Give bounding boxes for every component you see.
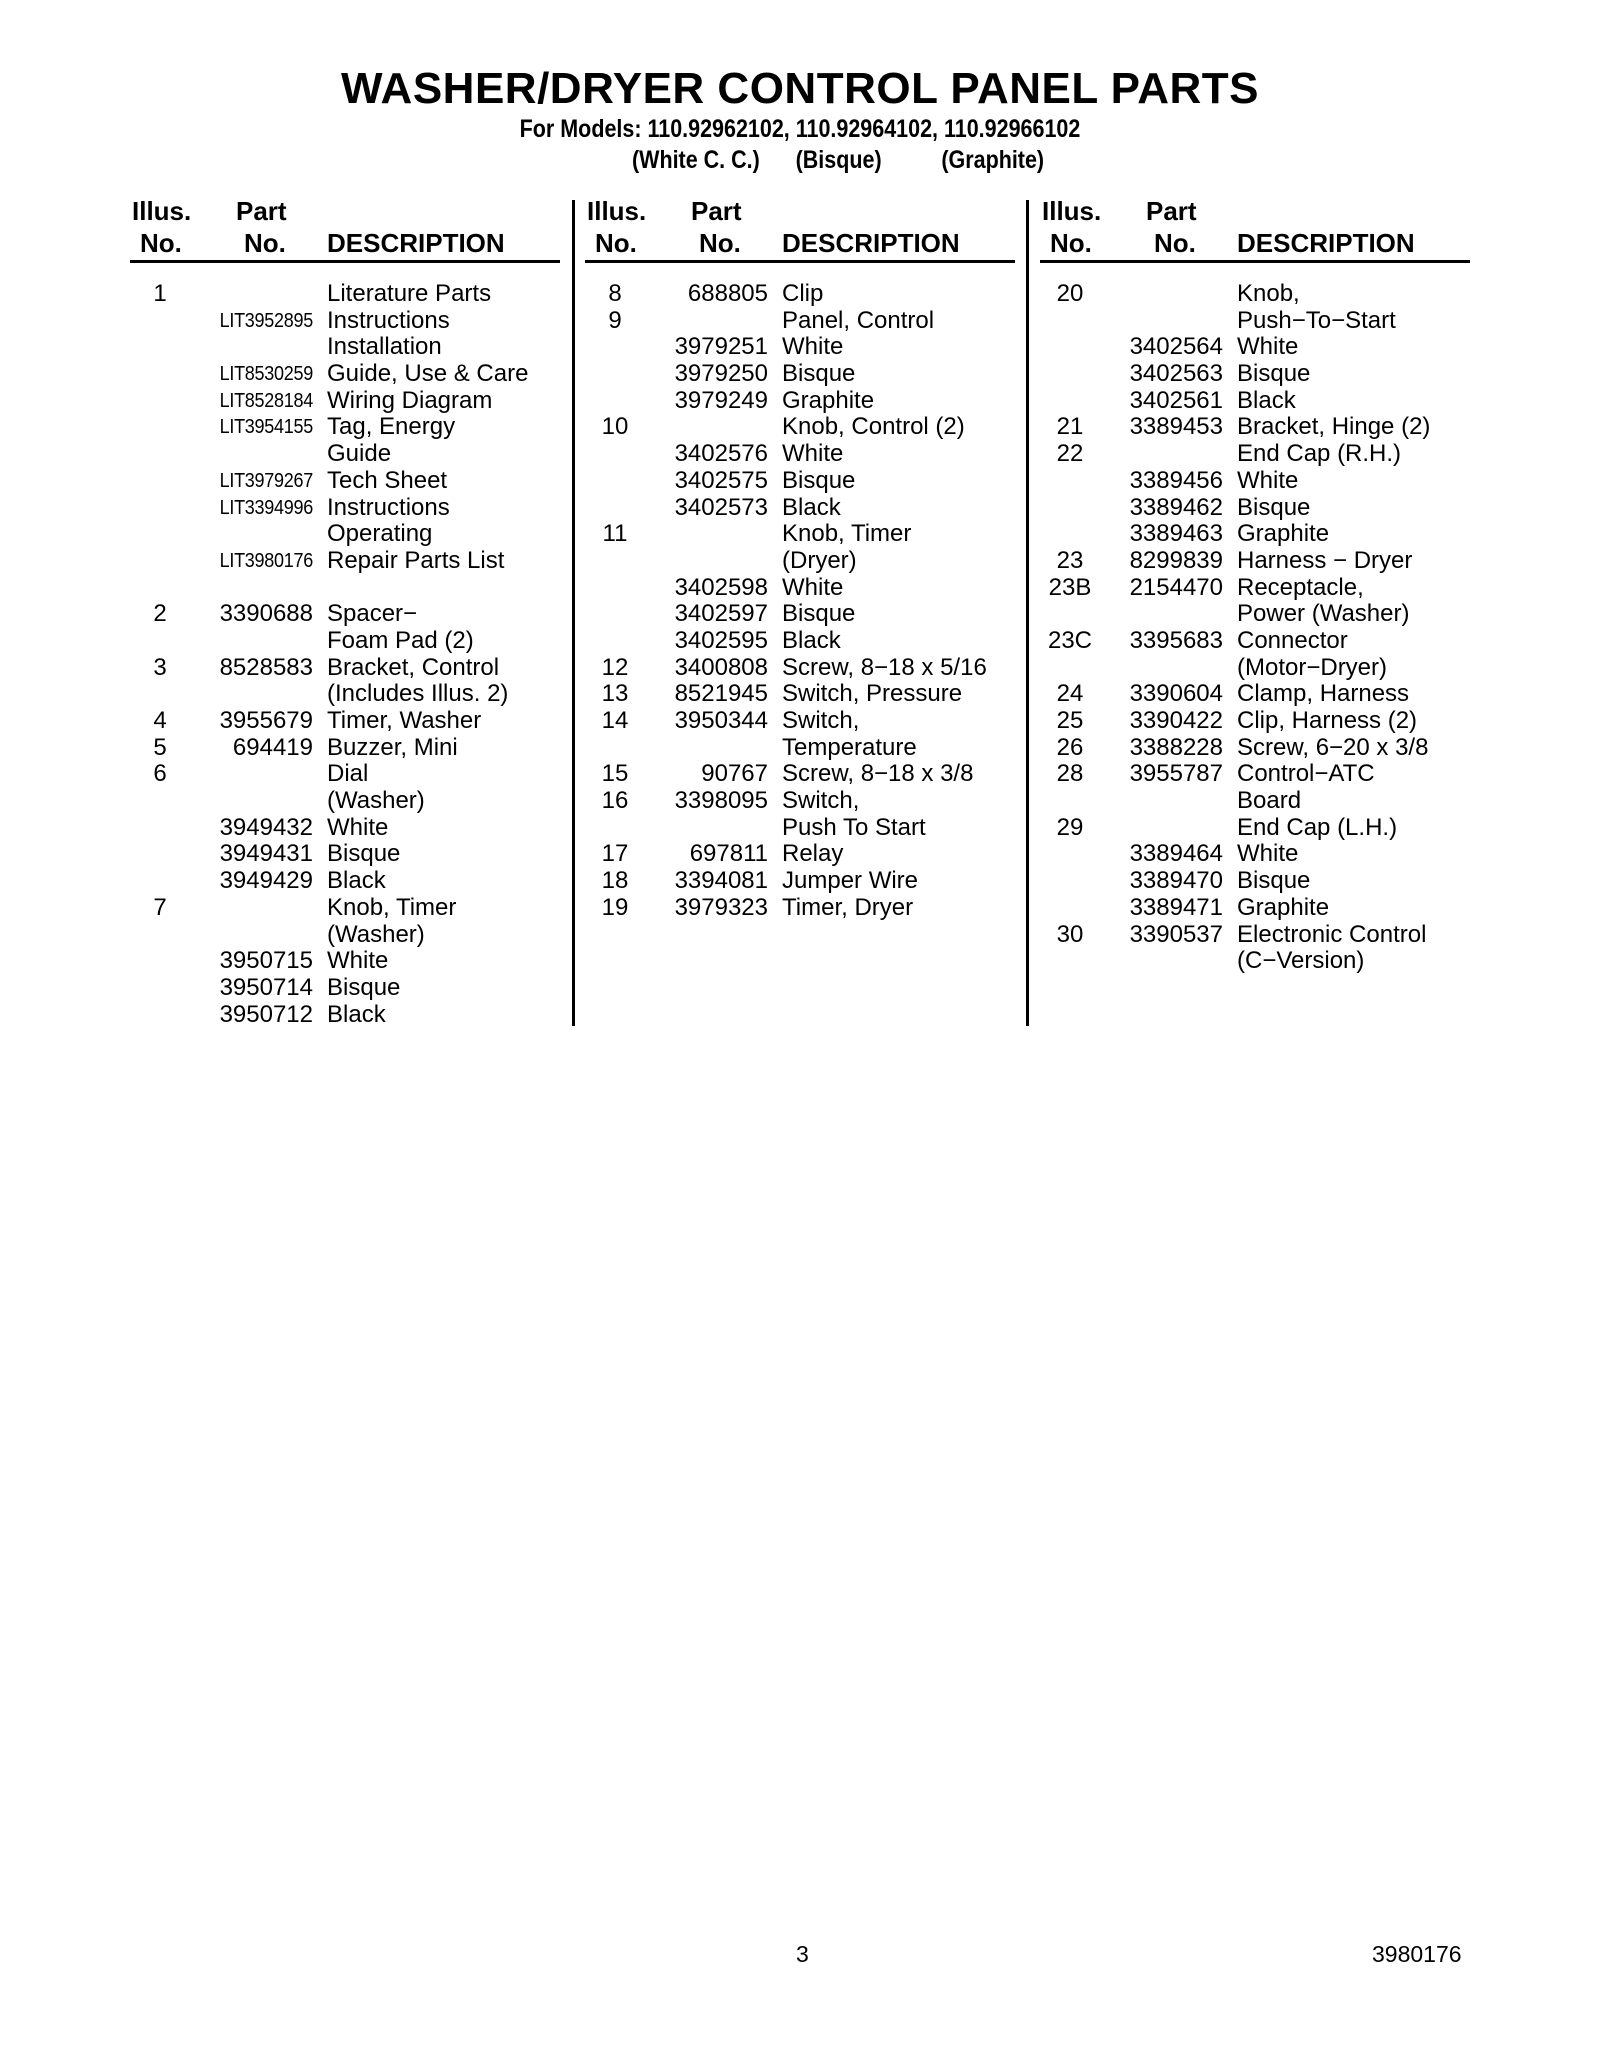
part-number: 3398095 [674,787,768,815]
part-number: 3390422 [1129,707,1223,734]
part-description: Timer, Washer [327,707,482,734]
part-description: Bisque [1237,493,1311,521]
part-number: 3955787 [1129,760,1223,788]
illus-number: 3 [153,653,167,681]
part-description: Tag, Energy [327,413,456,441]
part-description: Temperature [782,733,917,761]
table-row [585,308,1015,335]
part-number: LIT3954155 [219,416,313,439]
part-description: Foam Pad (2) [327,626,474,654]
part-number: 3395683 [1129,626,1223,654]
part-description: (Dryer) [782,546,857,574]
illus-number: 1 [153,280,167,307]
header-part-no: No. [1154,228,1196,258]
part-description: Knob, [1237,280,1300,307]
illus-number: 13 [601,680,629,708]
table-row [130,334,560,361]
part-description: Bisque [327,973,401,1001]
page-number: 3 [796,1941,809,1967]
table-row [585,334,1015,361]
illus-number: 28 [1056,760,1084,788]
table-row [585,388,1015,415]
part-description: White [1237,333,1299,361]
table-row [585,868,1015,895]
header-part: Part [691,196,742,226]
header-description: DESCRIPTION [327,228,505,258]
part-description: Dial [327,760,369,788]
part-number: LIT3980176 [219,549,313,572]
illus-number: 19 [601,893,629,921]
part-description: White [1237,466,1299,494]
part-number: 3949432 [219,813,313,841]
part-description: Push−To−Start [1237,306,1396,334]
part-number: 90767 [701,760,768,788]
table-row [130,1002,560,1029]
part-description: White [782,440,844,468]
table-row [130,681,560,708]
header-illus-no: No. [140,228,182,258]
part-number: LIT8528184 [219,389,313,412]
header-illus-no: No. [595,228,637,258]
part-description: (Washer) [327,920,425,948]
table-row [1040,281,1470,308]
table-row [130,388,560,415]
part-number: 3388228 [1129,733,1223,761]
header-part-no: No. [244,228,286,258]
table-row [130,575,560,602]
table-row [130,815,560,842]
table-row [585,761,1015,788]
table-row [585,815,1015,842]
part-description: Bisque [782,600,856,628]
illus-number: 5 [153,733,167,761]
part-description: Bisque [782,466,856,494]
table-row [130,895,560,922]
part-description: Panel, Control [782,306,935,334]
document-number: 3980176 [1372,1941,1462,1967]
part-number: 3389456 [1129,466,1223,494]
part-description: Instructions [327,493,450,521]
table-row [1040,708,1470,735]
part-number: 3402563 [1129,360,1223,388]
illus-number: 21 [1056,413,1084,441]
part-description: Bisque [1237,360,1311,388]
table-row [1040,521,1470,548]
illus-number: 20 [1056,280,1084,307]
part-number: 3402597 [674,600,768,628]
table-row [130,922,560,949]
part-description: Literature Parts [327,280,492,307]
part-number: 3950714 [219,973,313,1001]
part-description: Screw, 6−20 x 3/8 [1237,733,1429,761]
header-description: DESCRIPTION [1237,228,1415,258]
header-illus: Illus. [132,196,192,226]
table-row [585,575,1015,602]
part-number: 3389470 [1129,867,1223,895]
part-number: 3402573 [674,493,768,521]
part-description: Bisque [782,360,856,388]
part-description: Knob, Control (2) [782,413,965,441]
table-row [585,681,1015,708]
part-description: White [1237,840,1299,868]
parts-rows [130,281,560,1028]
illus-number: 29 [1056,813,1084,841]
part-description: Control−ATC [1237,760,1375,788]
table-row [1040,334,1470,361]
table-row [1040,868,1470,895]
part-number: LIT3952895 [219,309,313,332]
table-row [1040,441,1470,468]
part-number: LIT3394996 [219,496,313,519]
part-number: 3979250 [674,360,768,388]
part-description: Graphite [1237,520,1330,548]
illus-number: 6 [153,760,167,788]
part-number: 8299839 [1129,546,1223,574]
table-row [130,788,560,815]
part-description: Timer, Dryer [782,893,914,921]
parts-rows [1040,281,1470,975]
table-row [130,601,560,628]
part-number: 3949429 [219,867,313,895]
part-number: 3979249 [674,386,768,414]
part-number: 2154470 [1129,573,1223,601]
table-row [1040,308,1470,335]
part-number: 697811 [689,840,768,868]
part-description: End Cap (R.H.) [1237,440,1402,468]
part-description: Buzzer, Mini [327,733,458,761]
illus-number: 7 [153,893,167,921]
part-number: 3949431 [219,840,313,868]
illus-number: 8 [608,280,622,307]
part-number: 8528583 [219,653,313,681]
table-row [585,495,1015,522]
part-number: 3950712 [219,1000,313,1028]
illus-number: 26 [1056,733,1084,761]
part-description: Clip, Harness (2) [1237,707,1418,734]
illus-number: 17 [601,840,629,868]
table-row [130,975,560,1002]
part-description: Knob, Timer [782,520,912,548]
part-number: 3402561 [1129,386,1223,414]
part-description: Switch, [782,707,860,734]
part-description: Bisque [327,840,401,868]
header-illus: Illus. [1042,196,1102,226]
table-row [585,414,1015,441]
part-number: 3402598 [674,573,768,601]
table-row [130,521,560,548]
part-description: Guide, Use & Care [327,360,529,388]
part-number: 3979323 [674,893,768,921]
part-number: 688805 [687,280,768,307]
part-description: White [327,947,389,975]
part-number: 3402564 [1129,333,1223,361]
part-description: Electronic Control [1237,920,1427,948]
table-row [130,655,560,682]
illus-number: 10 [601,413,629,441]
part-number: 694419 [232,733,313,761]
part-description: Black [327,867,386,895]
part-description: Switch, Pressure [782,680,963,708]
illus-number: 18 [601,867,629,895]
header-part: Part [1146,196,1197,226]
table-row [1040,548,1470,575]
table-row [1040,841,1470,868]
table-row [1040,735,1470,762]
header-part-no: No. [699,228,741,258]
header-illus-no: No. [1050,228,1092,258]
header-description: DESCRIPTION [782,228,960,258]
illus-number: 16 [601,787,629,815]
table-row [1040,681,1470,708]
part-number: LIT8530259 [219,363,313,386]
illus-number: 15 [601,760,629,788]
part-description: Receptacle, [1237,573,1364,601]
part-description: Black [782,493,841,521]
table-row [585,628,1015,655]
illus-number: 24 [1056,680,1084,708]
part-number: 3950715 [219,947,313,975]
part-description: Screw, 8−18 x 3/8 [782,760,974,788]
header-part: Part [236,196,287,226]
part-description: Black [327,1000,386,1028]
table-row [585,655,1015,682]
table-row [585,708,1015,735]
table-row [1040,628,1470,655]
parts-rows [585,281,1015,922]
part-description: Instructions [327,306,450,334]
part-number: 3950344 [674,707,768,734]
part-number: 3955679 [219,707,313,734]
part-number: LIT3979267 [219,469,313,492]
table-row [130,361,560,388]
part-number: 3979251 [674,333,768,361]
table-row [130,708,560,735]
part-description: Black [1237,386,1296,414]
illus-number: 30 [1056,920,1084,948]
part-number: 3394081 [674,867,768,895]
part-description: Switch, [782,787,860,815]
table-row [585,441,1015,468]
part-description: Relay [782,840,844,868]
part-description: Spacer− [327,600,418,628]
table-row [1040,948,1470,975]
part-description: White [327,813,389,841]
table-row [130,281,560,308]
part-description: Harness − Dryer [1237,546,1413,574]
illus-number: 22 [1056,440,1084,468]
table-row [130,441,560,468]
illus-number: 4 [153,707,167,734]
illus-number: 23C [1047,626,1093,654]
header-illus: Illus. [587,196,647,226]
part-description: White [782,333,844,361]
table-row [1040,388,1470,415]
illus-number: 25 [1056,707,1084,734]
part-number: 3390537 [1129,920,1223,948]
table-row [1040,495,1470,522]
table-row [130,841,560,868]
table-row [585,735,1015,762]
table-row [585,788,1015,815]
part-description: (Washer) [327,787,425,815]
illus-number: 9 [608,306,622,334]
part-number: 3389464 [1129,840,1223,868]
table-row [1040,414,1470,441]
table-row [585,895,1015,922]
part-description: Bracket, Hinge (2) [1237,413,1431,441]
table-row [130,628,560,655]
table-row [585,841,1015,868]
parts-column-2 [585,196,1015,922]
table-row [585,601,1015,628]
part-number: 3389471 [1129,893,1223,921]
part-description: Bracket, Control [327,653,500,681]
table-row [130,948,560,975]
table-row [130,414,560,441]
illus-number: 14 [601,707,629,734]
part-description: Guide [327,440,392,468]
column-divider [1026,200,1029,1026]
table-row [130,868,560,895]
part-description: Board [1237,787,1302,815]
part-description: (Motor−Dryer) [1237,653,1388,681]
table-row [130,495,560,522]
part-description: Connector [1237,626,1348,654]
part-number: 3402575 [674,466,768,494]
illus-number: 12 [601,653,629,681]
table-row [130,548,560,575]
table-row [130,761,560,788]
column-divider [572,200,575,1026]
column-header [585,196,1015,263]
part-number: 3402595 [674,626,768,654]
table-row [585,548,1015,575]
illus-number: 23 [1056,546,1084,574]
part-number: 3389463 [1129,520,1223,548]
part-description: End Cap (L.H.) [1237,813,1398,841]
table-row [585,361,1015,388]
column-header [130,196,560,263]
part-number: 3389462 [1129,493,1223,521]
part-description: Graphite [782,386,875,414]
part-number: 8521945 [674,680,768,708]
table-row [1040,655,1470,682]
column-header [1040,196,1470,263]
part-number: 3402576 [674,440,768,468]
part-description: Operating [327,520,433,548]
part-number: 3390688 [219,600,313,628]
parts-column-1 [130,196,560,1028]
part-number: 3389453 [1129,413,1223,441]
table-row [1040,361,1470,388]
part-description: Knob, Timer [327,893,457,921]
part-description: (Includes Illus. 2) [327,680,509,708]
illus-number: 11 [602,520,628,548]
models-line: For Models: 110.92962102, 110.92964102, 110.92966102 [519,115,1081,143]
part-description: Screw, 8−18 x 5/16 [782,653,987,681]
table-row [585,281,1015,308]
part-description: Power (Washer) [1237,600,1410,628]
table-row [585,521,1015,548]
table-row [1040,895,1470,922]
page-title: WASHER/DRYER CONTROL PANEL PARTS [340,64,1260,113]
table-row [1040,468,1470,495]
part-description: Graphite [1237,893,1330,921]
part-number: 3390604 [1129,680,1223,708]
table-row [1040,788,1470,815]
illus-number: 2 [153,600,167,628]
table-row [130,735,560,762]
part-description: Installation [327,333,442,361]
part-description: (C−Version) [1237,947,1365,975]
part-description: Push To Start [782,813,926,841]
table-row [1040,575,1470,602]
part-description: Black [782,626,841,654]
table-row [1040,815,1470,842]
table-row [1040,761,1470,788]
part-description: Repair Parts List [327,546,505,574]
part-description: Clamp, Harness [1237,680,1410,708]
part-description: Wiring Diagram [327,386,493,414]
table-row [585,468,1015,495]
part-description: Tech Sheet [327,466,448,494]
part-description: Clip [782,280,824,307]
part-description: Bisque [1237,867,1311,895]
part-description: Jumper Wire [782,867,919,895]
table-row [1040,922,1470,949]
parts-column-3 [1040,196,1470,975]
illus-number: 23B [1048,573,1092,601]
part-number: 3400808 [674,653,768,681]
table-row [130,308,560,335]
table-row [130,468,560,495]
part-description: White [782,573,844,601]
variants-line: (White C. C.) (Bisque) (Graphite) [632,146,1045,174]
table-row [1040,601,1470,628]
